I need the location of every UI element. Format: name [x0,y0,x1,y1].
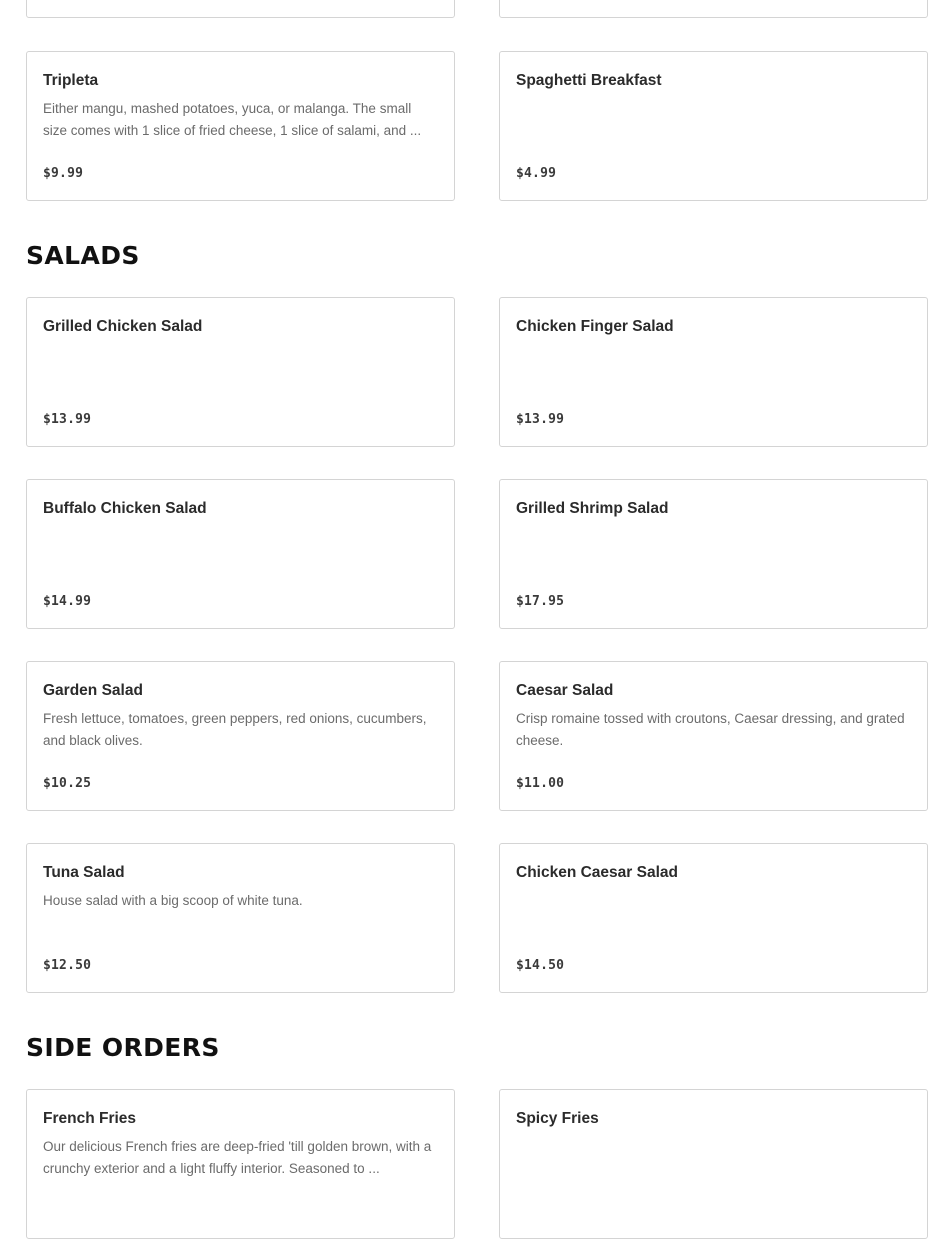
item-name: Garden Salad [43,682,143,699]
item-price: $14.99 [43,594,92,609]
item-name: Tripleta [43,72,99,89]
section-heading-salads: SALADS [26,241,140,270]
item-name: Spicy Fries [516,1110,599,1127]
item-description: Crisp romaine tossed with croutons, Caesar dressing, and grated cheese. [516,711,905,748]
item-price: $13.99 [43,412,92,427]
menu-item-card[interactable] [26,0,455,18]
item-price: $12.50 [43,958,92,973]
item-price: $10.25 [43,776,92,791]
item-description: Either mangu, mashed potatoes, yuca, or malanga. The small size comes with 1 slice of fried cheese, 1 slice of salami, and ... [43,101,422,138]
item-name: Chicken Caesar Salad [516,864,678,881]
menu-item-card[interactable] [26,1089,455,1239]
menu-item-card[interactable] [499,51,928,201]
item-name: Spaghetti Breakfast [516,72,662,89]
item-name: Buffalo Chicken Salad [43,500,207,517]
item-price: $13.99 [516,412,565,427]
menu-item-card[interactable] [499,843,928,993]
item-price: $14.50 [516,958,565,973]
menu-item-card[interactable] [499,1089,928,1239]
item-price: $4.99 [516,166,557,181]
menu-item-card[interactable] [499,479,928,629]
menu-item-card[interactable] [499,0,928,18]
item-description: Our delicious French fries are deep-fried 'till golden brown, with a crunchy exterior and a light fluffy interior. Seasoned to ... [43,1139,432,1176]
menu-item-card[interactable] [26,297,455,447]
item-name: Grilled Chicken Salad [43,318,203,335]
item-price: $9.99 [43,166,84,181]
item-name: Tuna Salad [43,864,125,881]
menu-item-card[interactable] [499,661,928,811]
menu-item-card[interactable] [499,297,928,447]
item-description: Fresh lettuce, tomatoes, green peppers, red onions, cucumbers, and black olives. [43,711,427,748]
item-price: $11.00 [516,776,565,791]
item-name: Chicken Finger Salad [516,318,674,335]
menu-item-card[interactable] [26,661,455,811]
menu-item-card[interactable] [26,51,455,201]
item-name: Grilled Shrimp Salad [516,500,669,517]
section-heading-side-orders: SIDE ORDERS [26,1033,220,1062]
item-description: House salad with a big scoop of white tuna. [43,893,303,908]
menu-item-card[interactable] [26,479,455,629]
item-name: French Fries [43,1110,137,1127]
item-price: $17.95 [516,594,565,609]
item-name: Caesar Salad [516,682,614,699]
menu-item-card[interactable] [26,843,455,993]
